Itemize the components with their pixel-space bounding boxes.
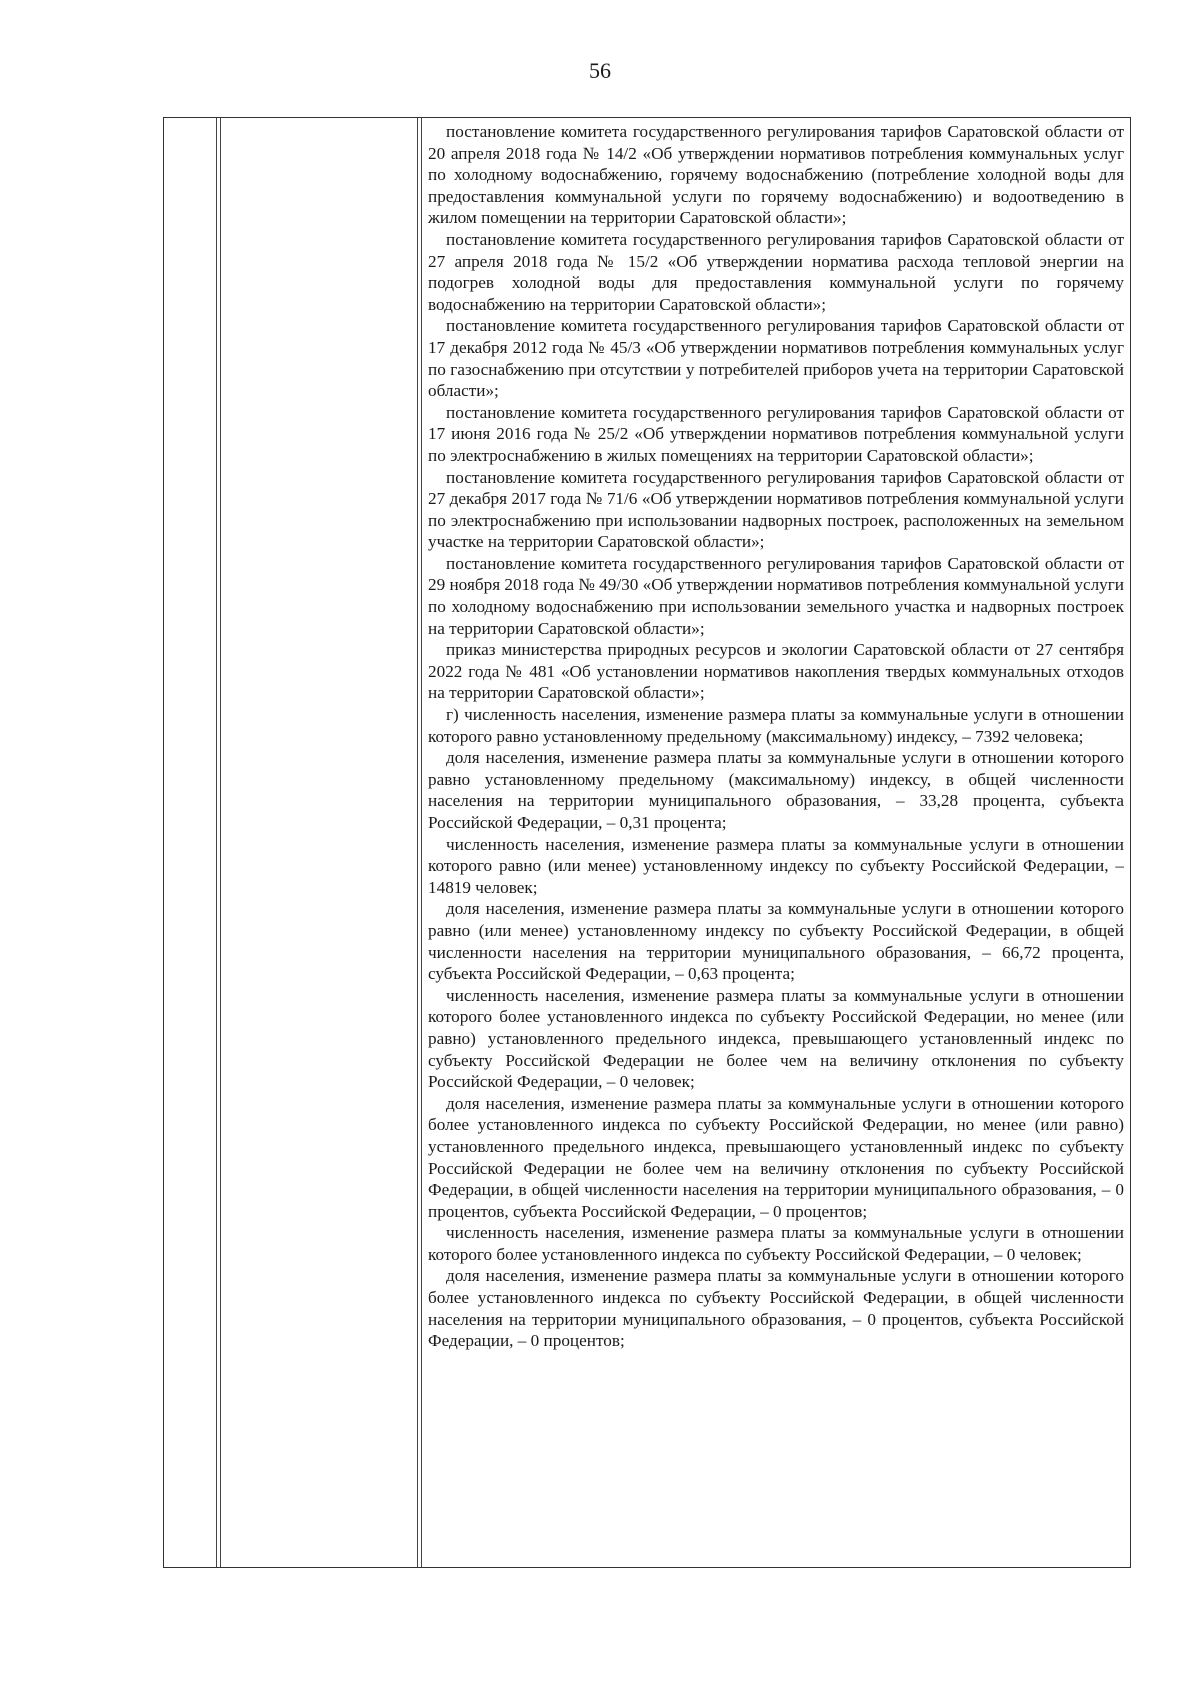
paragraph: постановление комитета государственного регулирования тарифов Саратовской области от 17 июня 2016 года № 25/2 «Об утверждении нормативов потребления коммунальной услуги по электроснабжению в жилых помещениях на территории Саратовской области»; — [428, 402, 1124, 465]
paragraph: г) численность населения, изменение размера платы за коммунальные услуги в отношении которого равно установленному предельному (максимальному) индексу, – 7392 человека; — [428, 705, 1124, 746]
paragraph: доля населения, изменение размера платы за коммунальные услуги в отношении которого равно установленному предельному (максимальному) индексу, в общей численности населения на территории муниципального образования, – 33,28 процента, субъекта Российской Федерации, – 0,31 процента; — [428, 748, 1124, 832]
column-divider — [216, 118, 217, 1567]
paragraph: постановление комитета государственного регулирования тарифов Саратовской области от 20 апреля 2018 года № 14/2 «Об утверждении нормативов потребления коммунальных услуг по холодному водоснабжению, горячему водоснабжению (потребление холодной воды для предоставления коммунальной услуги по горячему водоснабжению) и водоотведению в жилом помещении на территории Саратовской области»; — [428, 122, 1124, 228]
column-divider — [417, 118, 418, 1567]
paragraph: приказ министерства природных ресурсов и экологии Саратовской области от 27 сентября 2022 года № 481 «Об установлении нормативов накопления твердых коммунальных отходов на территории Саратовской области»; — [428, 640, 1124, 703]
paragraph: постановление комитета государственного регулирования тарифов Саратовской области от 27 апреля 2018 года № 15/2 «Об утверждении норматива расхода тепловой энергии на подогрев холодной воды для предоставления коммунальной услуги по горячему водоснабжению на территории Саратовской области»; — [428, 229, 1124, 314]
paragraph: доля населения, изменение размера платы за коммунальные услуги в отношении которого более установленного индекса по субъекту Российской Федерации, но менее (или равно) установленного предельного индекса, превышающего установленный индекс по субъекту Российской Федерации не более чем на величину отклонения по субъекту Российской Федерации, в общей численности населения на территории муниципального образования, – 0 процентов, субъекта Российской Федерации, – 0 процентов; — [428, 1093, 1124, 1221]
paragraph: численность населения, изменение размера платы за коммунальные услуги в отношении которого более установленного индекса по субъекту Российской Федерации, – 0 человек; — [428, 1223, 1124, 1264]
paragraph: постановление комитета государственного регулирования тарифов Саратовской области от 29 ноября 2018 года № 49/30 «Об утверждении нормативов потребления коммунальной услуги по холодному водоснабжению при использовании земельного участка и надворных построек на территории Саратовской области»; — [428, 553, 1124, 638]
paragraph: постановление комитета государственного регулирования тарифов Саратовской области от 27 декабря 2017 года № 71/6 «Об утверждении нормативов потребления коммунальной услуги по электроснабжению при использовании надворных построек, расположенных на земельном участке на территории Саратовской области»; — [428, 467, 1124, 552]
column-divider — [220, 118, 221, 1567]
column-divider — [421, 118, 422, 1567]
paragraph: постановление комитета государственного регулирования тарифов Саратовской области от 17 декабря 2012 года № 45/3 «Об утверждении нормативов потребления коммунальных услуг по газоснабжению при отсутствии у потребителей приборов учета на территории Саратовской области»; — [428, 316, 1124, 401]
paragraph: численность населения, изменение размера платы за коммунальные услуги в отношении которого равно (или менее) установленному индексу по субъекту Российской Федерации, – 14819 человек; — [428, 834, 1124, 897]
page-number: 56 — [589, 58, 611, 83]
paragraph: доля населения, изменение размера платы за коммунальные услуги в отношении которого более установленного индекса по субъекту Российской Федерации, в общей численности населения на территории муниципального образования, – 0 процентов, субъекта Российской Федерации, – 0 процентов; — [428, 1266, 1124, 1351]
paragraph: доля населения, изменение размера платы за коммунальные услуги в отношении которого равно (или менее) установленному индексу по субъекту Российской Федерации, в общей численности населения на территории муниципального образования, – 66,72 процента, субъекта Российской Федерации, – 0,63 процента; — [428, 899, 1124, 984]
document-table — [163, 117, 1131, 1568]
table-cell-content — [428, 121, 1124, 1352]
paragraph: численность населения, изменение размера платы за коммунальные услуги в отношении которого более установленного индекса по субъекту Российской Федерации, но менее (или равно) установленного предельного индекса, превышающего установленный индекс по субъекту Российской Федерации не более чем на величину отклонения по субъекту Российской Федерации, – 0 человек; — [428, 985, 1124, 1092]
